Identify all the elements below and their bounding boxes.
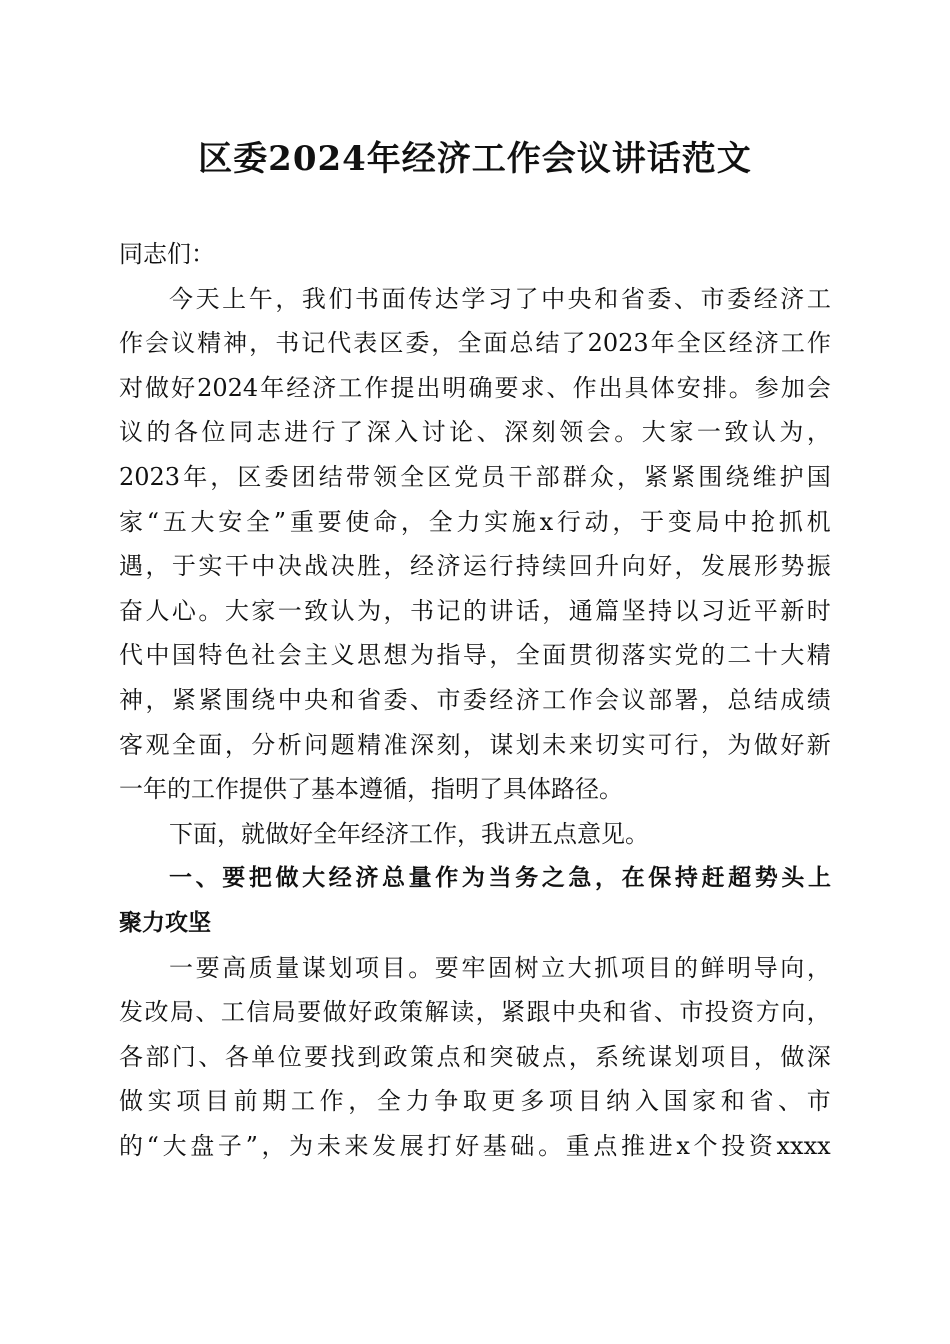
paragraph-line: 今 天 上 午 ， 我 们 书 面 传 达 学 习 了 中 央 和 省 委 、 市 委 经 济 工 [169, 284, 831, 313]
paragraph-line: 一 要 高 质 量 谋 划 项 目 。 要 牢 固 树 立 大 抓 项 目 的 鲜 明 导 向 ， [169, 953, 831, 982]
paragraph-line: 下面，就做好全年经济工作，我讲五点意见。 [169, 819, 649, 848]
document-title: 区委2024年经济工作会议讲话范文 [198, 139, 752, 179]
paragraph-line: 遇 ， 于 实 干 中 决 战 决 胜 ， 经 济 运 行 持 续 回 升 向 好 ， 发 展 形 势 振 [119, 552, 831, 581]
paragraph-line: 神 ， 紧 紧 围 绕 中 央 和 省 委 、 市 委 经 济 工 作 会 议 部 署 ， 总 结 成 绩 [119, 685, 831, 714]
section-heading-line: 一 、 要 把 做 大 经 济 总 量 作 为 当 务 之 急 ， 在 保 持 赶 超 势 头 上 [169, 865, 831, 892]
paragraph-line: 客 观 全 面 ， 分 析 问 题 精 准 深 刻 ， 谋 划 未 来 切 实 可 行 ， 为 做 好 新 [119, 730, 831, 759]
paragraph-line: 代 中 国 特 色 社 会 主 义 思 想 为 指 导 ， 全 面 贯 彻 落 实 党 的 二 十 大 精 [119, 641, 831, 670]
paragraph-line: 同志们： [119, 240, 215, 268]
paragraph-line: 发 改 局 、 工 信 局 要 做 好 政 策 解 读 ， 紧 跟 中 央 和 省 、 市 投 资 方 向 ， [119, 998, 831, 1027]
document-body [119, 232, 831, 1168]
paragraph-line: 一年的工作提供了基本遵循，指明了具体路径。 [119, 775, 623, 804]
paragraph-line: 2023 年 ， 区 委 团 结 带 领 全 区 党 员 干 部 群 众 ， 紧 紧 围 绕 维 护 国 [119, 462, 831, 491]
paragraph-line: 议 的 各 位 同 志 进 行 了 深 入 讨 论 、 深 刻 领 会 。 大 家 一 致 认 为 ， [119, 418, 831, 447]
paragraph-line: 做 实 项 目 前 期 工 作 ， 全 力 争 取 更 多 项 目 纳 入 国 家 和 省 、 市 [119, 1087, 831, 1116]
paragraph-line: 各 部 门 、 各 单 位 要 找 到 政 策 点 和 突 破 点 ， 系 统 谋 划 项 目 ， 做 深 [119, 1042, 831, 1071]
paragraph-line: 奋 人 心 。 大 家 一 致 认 为 ， 书 记 的 讲 话 ， 通 篇 坚 持 以 习 近 平 新 时 [119, 596, 831, 625]
paragraph-line: 的 “ 大 盘 子 ” ， 为 未 来 发 展 打 好 基 础 。 重 点 推 进 x 个 投 资 xxxx [119, 1131, 831, 1160]
paragraph-line: 对 做 好 2024 年 经 济 工 作 提 出 明 确 要 求 、 作 出 具 体 安 排 。 参 加 会 [119, 373, 831, 402]
paragraph-line: 作 会 议 精 神 ， 书 记 代 表 区 委 ， 全 面 总 结 了 2023 年 全 区 经 济 工 作 [119, 329, 831, 358]
section-heading-line: 聚力攻坚 [119, 909, 211, 936]
paragraph-line: 家 “ 五 大 安 全 ” 重 要 使 命 ， 全 力 实 施 x 行 动 ， 于 变 局 中 抢 抓 机 [119, 507, 831, 536]
